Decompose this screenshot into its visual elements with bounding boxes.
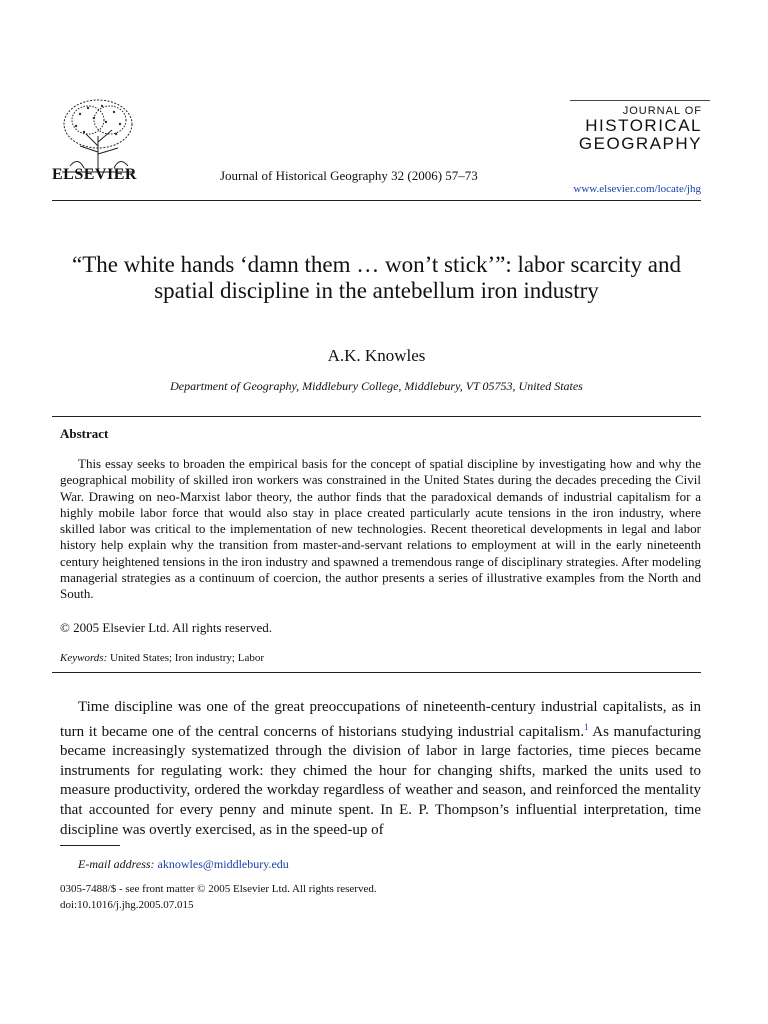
- issn-line: 0305-7488/$ - see front matter © 2005 Elsevier Ltd. All rights reserved.: [60, 883, 377, 895]
- footnote-divider: [60, 845, 120, 846]
- email-label: E-mail address:: [78, 857, 155, 871]
- journal-reference: Journal of Historical Geography 32 (2006) 57–73: [220, 168, 478, 183]
- footnote-marker-link[interactable]: 1: [584, 721, 589, 732]
- author-affiliation: Department of Geography, Middlebury College, Middlebury, VT 05753, United States: [170, 379, 583, 393]
- keywords-divider: [52, 672, 701, 673]
- title-divider: [52, 416, 701, 417]
- keywords-values: United States; Iron industry; Labor: [110, 652, 264, 664]
- journal-url-link[interactable]: www.elsevier.com/locate/jhg: [573, 183, 701, 195]
- body-paragraph: [60, 698, 701, 840]
- keywords-label: Keywords:: [60, 652, 108, 664]
- abstract-body: This essay seeks to broaden the empirical basis for the concept of spatial discipline by investigating how and why the geographical mobility of skilled iron workers was constrained in the United States during the decades preceding the Civil War. Drawing on neo-Marxist labor theory, the author finds that the paradoxical demands of industrial capitalism for a highly mobile labor force that would also stay in place created particularly acute tensions in the iron industry, where skilled labor was critical to the implementation of new technologies. Recent theoretical developments in legal and labor history help explain why the transition from master-and-servant relations to employment at will in the early nineteenth century heightened tensions in the iron industry and spawned a tremendous range of disciplinary strategies. After modeling managerial strategies as a continuum of coercion, the author presents a series of illustrative examples from the North and South.: [60, 456, 701, 602]
- body-text-part-2: As manufacturing became increasingly systematized through the division of labor in large factories, time pieces became instruments for regulating work: they chimed the hour for changing shifts, marked the units used to measure productivity, ordered the workday regardless of weather and season, and reinforced the mentality that accounted for every penny and minute spent. In E. P. Thompson’s influential interpretation, time discipline was overtly exercised, as in the speed-up of: [60, 723, 701, 838]
- email-link[interactable]: aknowles@middlebury.edu: [157, 857, 289, 871]
- keywords: [60, 652, 264, 664]
- doi-line: doi:10.1016/j.jhg.2005.07.015: [60, 899, 194, 911]
- badge-line-1: JOURNAL OF: [622, 105, 702, 117]
- journal-badge: [570, 100, 710, 153]
- article-title: “The white hands ‘damn them … won’t stick’”: labor scarcity and spatial discipline in the antebellum iron industry: [72, 252, 681, 303]
- badge-line-2: HISTORICAL: [585, 116, 702, 135]
- abstract-heading: Abstract: [60, 426, 109, 441]
- body-text-part-1: Time discipline was one of the great preoccupations of nineteenth-century industrial capitalists, as in turn it became one of the central concerns of historians studying industrial capitalism.: [60, 699, 701, 740]
- publisher-name: ELSEVIER: [52, 166, 137, 183]
- elsevier-tree-logo-icon: [58, 96, 138, 174]
- badge-rule: [570, 100, 710, 101]
- badge-line-3: GEOGRAPHY: [578, 134, 702, 153]
- header-divider: [52, 200, 701, 201]
- author-name: A.K. Knowles: [327, 346, 426, 365]
- abstract-copyright: © 2005 Elsevier Ltd. All rights reserved.: [60, 620, 273, 635]
- author-email: [78, 857, 289, 872]
